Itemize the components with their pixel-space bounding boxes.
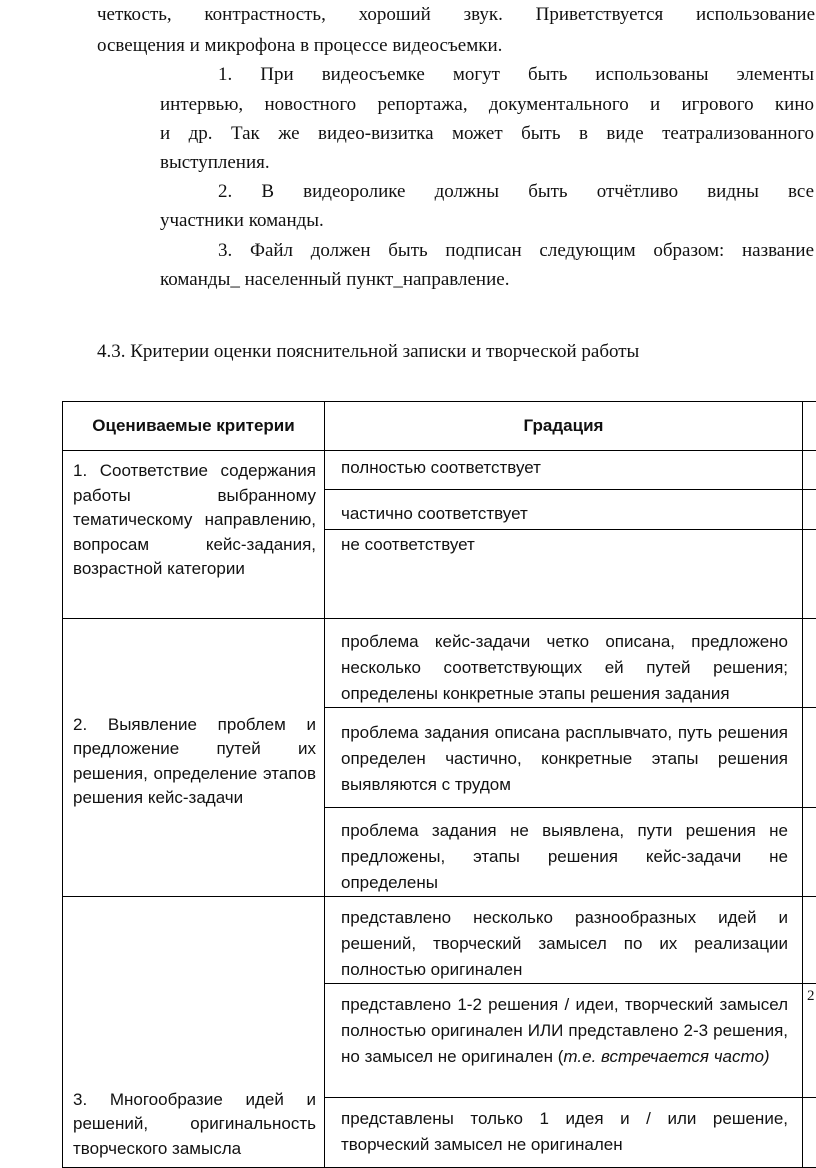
score-cell <box>803 708 816 808</box>
grade-2-2: проблема задания описана расплывчато, путь решения определен частично, конкретные этапы решения выявляются с трудом <box>325 708 803 808</box>
table-row <box>63 451 816 490</box>
header-criteria: Оцениваемые критерии <box>63 402 325 451</box>
intro-line-2: освещения и микрофона в процессе видеосъемки. <box>97 33 815 59</box>
list-item-2-text: В видеоролике должны быть отчётливо видны все <box>261 181 814 202</box>
list-item-2-first-line <box>218 179 814 205</box>
list-item-1-text: При видеосъемке могут быть использованы элементы <box>260 64 814 85</box>
list-item-3-number: 3. <box>218 240 232 261</box>
grade-1-3: не соответствует <box>325 530 803 619</box>
intro-line-1: четкость, контрастность, хороший звук. Приветствуется использование <box>97 2 815 28</box>
header-gradation: Градация <box>325 402 803 451</box>
list-item-1-number: 1. <box>218 64 232 85</box>
score-cell <box>803 619 816 708</box>
table-row <box>63 619 816 708</box>
score-cell <box>803 530 816 619</box>
list-item-1-line-4: выступления. <box>160 150 814 176</box>
grade-3-1: представлено несколько разнообразных идей и решений, творческий замысел по их реализации полностью оригинален <box>325 897 803 984</box>
list-item-1-line-3: и др. Так же видео-визитка может быть в виде театрализованного <box>160 121 814 147</box>
list-item-3-line-2: команды_ населенный пункт_направление. <box>160 267 814 293</box>
score-cell <box>803 808 816 897</box>
criteria-table <box>62 401 816 1168</box>
score-cell <box>803 1098 816 1168</box>
section-title: 4.3. Критерии оценки пояснительной записки и творческой работы <box>97 339 815 365</box>
list-item-3-first-line <box>218 238 814 264</box>
grade-3-3: представлены только 1 идея и / или решение, творческий замысел не оригинален <box>325 1098 803 1168</box>
grade-3-2-italic: т.е. встречается часто) <box>563 1047 769 1066</box>
header-score <box>803 402 816 451</box>
score-partial: 2 <box>803 984 816 1098</box>
criterion-3: 3. Многообразие идей и решений, оригинальность творческого замысла <box>63 897 325 1168</box>
list-item-3-text: Файл должен быть подписан следующим образом: название <box>250 240 814 261</box>
grade-3-2-text: представлено 1-2 решения / идеи, творческий замысел полностью оригинален ИЛИ представлено 2-3 решения, но замысел не оригинален ( <box>341 995 788 1066</box>
list-item-1-first-line <box>218 62 814 88</box>
list-item-1-line-2: интервью, новостного репортажа, документального и игрового кино <box>160 92 814 118</box>
score-cell <box>803 490 816 530</box>
criterion-2: 2. Выявление проблем и предложение путей их решения, определение этапов решения кейс-задачи <box>63 619 325 897</box>
grade-1-1: полностью соответствует <box>325 451 803 490</box>
grade-2-1: проблема кейс-задачи четко описана, предложено несколько соответствующих ей путей решения; определены конкретные этапы решения задания <box>325 619 803 708</box>
score-cell <box>803 451 816 490</box>
grade-2-3: проблема задания не выявлена, пути решения не предложены, этапы решения кейс-задачи не определены <box>325 808 803 897</box>
table-header-row <box>63 402 816 451</box>
list-item-2-line-2: участники команды. <box>160 208 814 234</box>
grade-1-2: частично соответствует <box>325 490 803 530</box>
table-row <box>63 897 816 984</box>
list-item-2-number: 2. <box>218 181 232 202</box>
score-cell <box>803 897 816 984</box>
criterion-1: 1. Соответствие содержания работы выбранному тематическому направлению, вопросам кейс-задания, возрастной категории <box>63 451 325 619</box>
grade-3-2 <box>325 984 803 1098</box>
